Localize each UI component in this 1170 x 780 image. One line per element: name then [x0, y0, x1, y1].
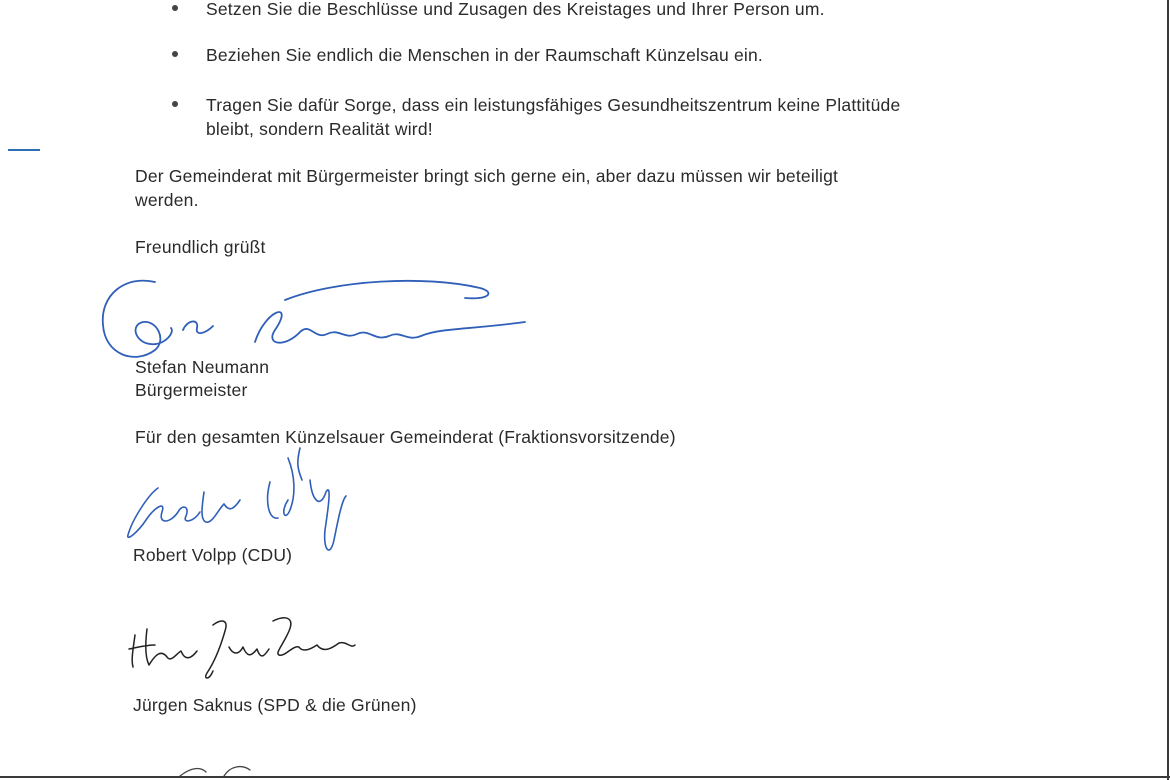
- page-border-right: [1167, 0, 1169, 780]
- fold-mark: [8, 149, 40, 151]
- closing-greeting: Freundlich grüßt: [135, 237, 266, 257]
- bullet-text: Setzen Sie die Beschlüsse und Zusagen des Kreistages und Ihrer Person um.: [206, 0, 825, 19]
- bullet-text-continuation: bleibt, sondern Realität wird!: [206, 119, 433, 139]
- signatory-name: Jürgen Saknus (SPD & die Grünen): [133, 695, 417, 715]
- signatory-name: Robert Volpp (CDU): [133, 545, 293, 565]
- bullet-dot: [172, 101, 178, 107]
- bullet-text: Tragen Sie dafür Sorge, dass ein leistungsfähiges Gesundheitszentrum keine Plattitüde: [206, 95, 901, 115]
- paragraph-line: werden.: [135, 190, 199, 210]
- signature-partial: [170, 760, 370, 778]
- mayor-name: Stefan Neumann: [135, 357, 270, 377]
- signature-saknus: [125, 605, 365, 685]
- bullet-dot: [172, 51, 178, 57]
- mayor-title: Bürgermeister: [135, 380, 248, 400]
- council-intro: Für den gesamten Künzelsauer Gemeinderat (Fraktionsvorsitzende): [135, 427, 676, 447]
- paragraph-line: Der Gemeinderat mit Bürgermeister bringt sich gerne ein, aber dazu müssen wir beteiligt: [135, 166, 839, 186]
- bullet-text: Beziehen Sie endlich die Menschen in der Raumschaft Künzelsau ein.: [206, 45, 763, 65]
- bullet-dot: [172, 5, 178, 11]
